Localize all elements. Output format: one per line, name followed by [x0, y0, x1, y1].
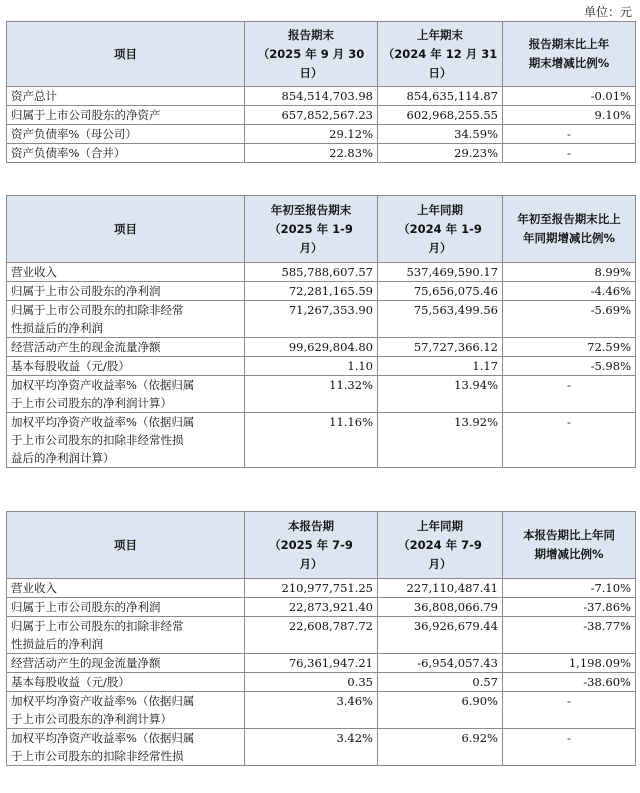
ytd-performance-table: [6, 195, 636, 468]
cell-value: -0.01%: [503, 87, 636, 106]
row-label: 基本每股收益（元/股）: [7, 357, 245, 376]
unit-label: 单位：元: [583, 5, 632, 19]
cell-value: 854,514,703.98: [245, 87, 378, 106]
row-label: 经营活动产生的现金流量净额: [7, 338, 245, 357]
cell-value: 1,198.09%: [503, 654, 636, 673]
table-row: [7, 673, 636, 692]
cell-value: -5.69%: [503, 301, 636, 338]
cell-value: 22,608,787.72: [245, 617, 378, 654]
table-header-row: [7, 22, 636, 87]
cell-value: 72.59%: [503, 338, 636, 357]
cell-value: -37.86%: [503, 598, 636, 617]
cell-value: -38.60%: [503, 673, 636, 692]
column-header: 年初至报告期末比上 年同期增减比例%: [503, 196, 636, 263]
table-row: [7, 357, 636, 376]
row-label: 资产负债率%（合并）: [7, 144, 245, 163]
column-header: 上年同期 （2024 年 1-9 月）: [378, 196, 503, 263]
table-row: [7, 413, 636, 468]
cell-value: 0.57: [378, 673, 503, 692]
table-header-row: [7, 512, 636, 579]
row-label: 加权平均净资产收益率%（依据归属 于上市公司股东的扣除非经常性损 益后的净利润计算）: [7, 413, 245, 468]
table-row: [7, 579, 636, 598]
row-label: 归属于上市公司股东的净利润: [7, 598, 245, 617]
row-label: 加权平均净资产收益率%（依据归属 于上市公司股东的净利润计算）: [7, 376, 245, 413]
cell-value: -: [503, 692, 636, 729]
cell-value: -6,954,057.43: [378, 654, 503, 673]
row-label: 基本每股收益（元/股）: [7, 673, 245, 692]
cell-value: 227,110,487.41: [378, 579, 503, 598]
table-row: [7, 144, 636, 163]
column-header: 上年期末 （2024 年 12 月 31 日）: [378, 22, 503, 87]
cell-value: 0.35: [245, 673, 378, 692]
cell-value: 1.17: [378, 357, 503, 376]
cell-value: 9.10%: [503, 106, 636, 125]
cell-value: 29.23%: [378, 144, 503, 163]
row-label: 归属于上市公司股东的净资产: [7, 106, 245, 125]
cell-value: 36,926,679.44: [378, 617, 503, 654]
cell-value: -: [503, 125, 636, 144]
cell-value: -7.10%: [503, 579, 636, 598]
cell-value: -: [503, 413, 636, 468]
table-row: [7, 617, 636, 654]
table-row: [7, 692, 636, 729]
column-header: 本报告期比上年同 期增减比例%: [503, 512, 636, 579]
cell-value: -: [503, 376, 636, 413]
cell-value: 657,852,567.23: [245, 106, 378, 125]
table-row: [7, 598, 636, 617]
cell-value: 210,977,751.25: [245, 579, 378, 598]
cell-value: 11.32%: [245, 376, 378, 413]
cell-value: 71,267,353.90: [245, 301, 378, 338]
table-header-row: [7, 196, 636, 263]
cell-value: 34.59%: [378, 125, 503, 144]
column-header: 报告期末比上年 期末增减比例%: [503, 22, 636, 87]
table-row: [7, 729, 636, 766]
cell-value: 22.83%: [245, 144, 378, 163]
column-header: 报告期末 （2025 年 9 月 30 日）: [245, 22, 378, 87]
column-header: 项目: [7, 512, 245, 579]
cell-value: -38.77%: [503, 617, 636, 654]
cell-value: 585,788,607.57: [245, 263, 378, 282]
table-row: [7, 106, 636, 125]
cell-value: 602,968,255.55: [378, 106, 503, 125]
cell-value: 76,361,947.21: [245, 654, 378, 673]
cell-value: 75,563,499.56: [378, 301, 503, 338]
table-row: [7, 654, 636, 673]
cell-value: 6.92%: [378, 729, 503, 766]
table-row: [7, 125, 636, 144]
cell-value: 75,656,075.46: [378, 282, 503, 301]
table-row: [7, 376, 636, 413]
column-header: 上年同期 （2024 年 7-9 月）: [378, 512, 503, 579]
balance-sheet-table: [6, 21, 636, 163]
cell-value: 8.99%: [503, 263, 636, 282]
row-label: 经营活动产生的现金流量净额: [7, 654, 245, 673]
table-row: [7, 338, 636, 357]
cell-value: -4.46%: [503, 282, 636, 301]
column-header: 项目: [7, 196, 245, 263]
row-label: 归属于上市公司股东的净利润: [7, 282, 245, 301]
row-label: 资产负债率%（母公司）: [7, 125, 245, 144]
cell-value: 1.10: [245, 357, 378, 376]
row-label: 加权平均净资产收益率%（依据归属 于上市公司股东的扣除非经常性损: [7, 729, 245, 766]
table-row: [7, 282, 636, 301]
cell-value: 13.92%: [378, 413, 503, 468]
row-label: 加权平均净资产收益率%（依据归属 于上市公司股东的净利润计算）: [7, 692, 245, 729]
row-label: 归属于上市公司股东的扣除非经常 性损益后的净利润: [7, 301, 245, 338]
cell-value: 22,873,921.40: [245, 598, 378, 617]
cell-value: -5.98%: [503, 357, 636, 376]
column-header: 年初至报告期末 （2025 年 1-9 月）: [245, 196, 378, 263]
row-label: 营业收入: [7, 579, 245, 598]
row-label: 归属于上市公司股东的扣除非经常 性损益后的净利润: [7, 617, 245, 654]
table-row: [7, 301, 636, 338]
cell-value: 36,808,066.79: [378, 598, 503, 617]
cell-value: 537,469,590.17: [378, 263, 503, 282]
row-label: 资产总计: [7, 87, 245, 106]
cell-value: 854,635,114.87: [378, 87, 503, 106]
column-header: 本报告期 （2025 年 7-9 月）: [245, 512, 378, 579]
cell-value: 29.12%: [245, 125, 378, 144]
table-row: [7, 87, 636, 106]
table-row: [7, 263, 636, 282]
cell-value: -: [503, 144, 636, 163]
cell-value: 57,727,366.12: [378, 338, 503, 357]
cell-value: 11.16%: [245, 413, 378, 468]
cell-value: 72,281,165.59: [245, 282, 378, 301]
cell-value: 13.94%: [378, 376, 503, 413]
cell-value: 3.42%: [245, 729, 378, 766]
quarter-performance-table: [6, 511, 636, 766]
column-header: 项目: [7, 22, 245, 87]
row-label: 营业收入: [7, 263, 245, 282]
cell-value: 3.46%: [245, 692, 378, 729]
cell-value: 99,629,804.80: [245, 338, 378, 357]
cell-value: 6.90%: [378, 692, 503, 729]
cell-value: -: [503, 729, 636, 766]
